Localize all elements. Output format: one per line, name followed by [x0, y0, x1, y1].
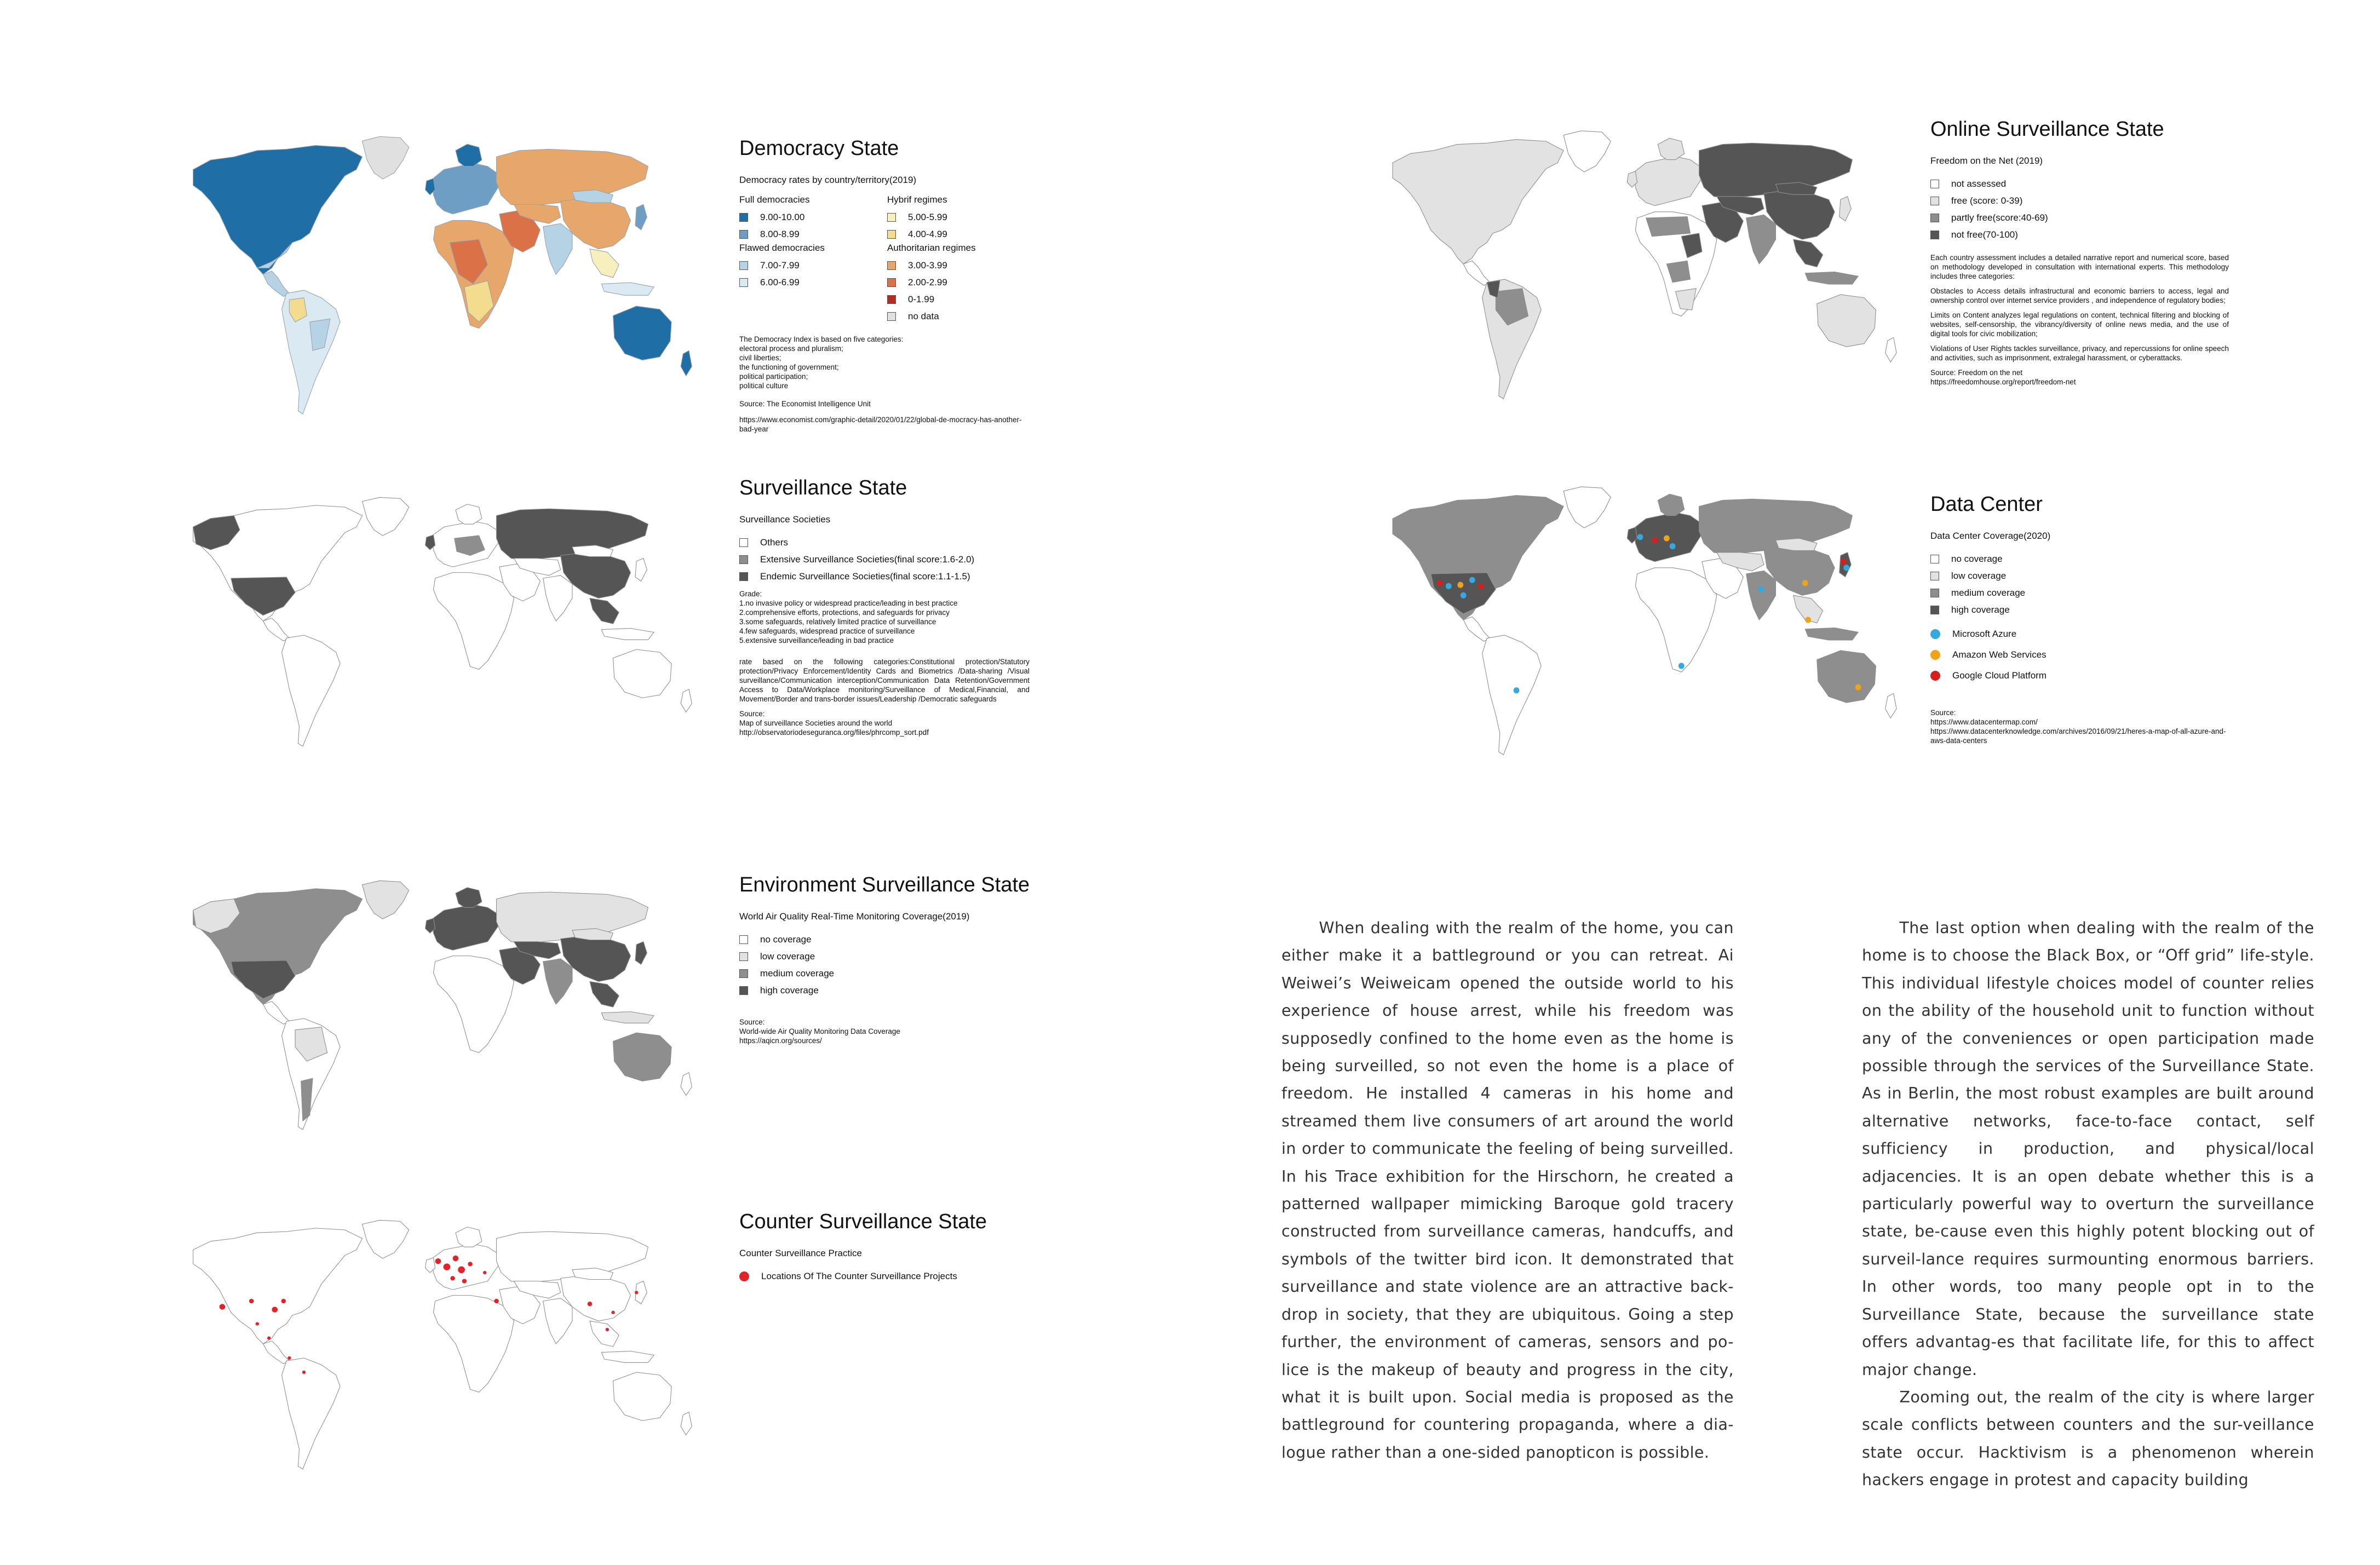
legend-item: not free(70-100) — [1951, 229, 2018, 240]
essay-paragraph: When dealing with the realm of the home, you can either make it a battleground or you can retreat. Ai Weiwei’s Weiweicam opened the outside world to his experience of house arrest, while his freedom was supposedly confined to the home even as the home is being surveilled, so not even the home is a place of freedom. He installed 4 cameras in his home and streamed them live consumers of art around the world in order to communicate the feeling of being surveilled. In his Trace exhibition for the Hirschorn, he created a patterned wallpaper mimicking Baroque gold tracery constructed from surveillance cameras, handcuffs, and symbols of the twitter bird icon. It demonstrated that surveillance and state violence are an attractive back-drop in society, that they are ubiquitous. Going a step further, the environment of cameras, sensors and po-lice is the makeup of beauty and progress in the city, what it is built upon. Social media is proposed as the battleground for countering propaganda, where a dia-logue rather than a one-sided panopticon is possible. — [1281, 919, 1734, 1462]
swatch-no-coverage — [739, 935, 748, 944]
online-legend — [1930, 118, 2229, 387]
swatch-high — [739, 986, 748, 995]
source-label: Source: — [739, 710, 765, 718]
note-item: political culture — [739, 382, 789, 390]
online-note: Violations of User Rights tackles surveillance, privacy, and repercussions for online speech and activities, such as imprisonment, extralegal harassment, or cyberattacks. — [1930, 344, 2229, 362]
datacenter-url[interactable]: https://www.datacenterknowledge.com/archives/2016/09/21/heres-a-map-of-all-azure-and-aws-data-centers — [1930, 727, 2226, 745]
rate-text: rate based on the following categories:Constitutional protection/Statutory protection/Privacy Enforcement/Identity Cards and Biometrics /Data-sharing /Visual surveillance/Communication interception/Communication Data Retention/Government Access to Data/Workplace monitoring/Surveillance of Medical,Financial, and Movement/Border and trans-border issues/Leadership /Democratic safeguards — [739, 658, 1030, 703]
authoritarian-label: Authoritarian regimes — [887, 243, 976, 253]
full-democracies-label: Full democracies — [739, 194, 810, 205]
note-item: political participation; — [739, 372, 808, 381]
legend-item: Extensive Surveillance Societies(final score:1.6-2.0) — [760, 554, 975, 565]
online-url[interactable]: https://freedomhouse.org/report/freedom-net — [1930, 378, 2076, 386]
swatch-no-coverage — [1930, 555, 1939, 563]
datacenter-legend — [1930, 493, 2229, 745]
swatch-nodata — [887, 312, 896, 321]
legend-item: high coverage — [760, 985, 819, 996]
counter-subtitle: Counter Surveillance Practice — [739, 1248, 862, 1258]
hybrid-regimes-label: Hybrif regimes — [887, 194, 947, 205]
legend-item: 9.00-10.00 — [760, 211, 805, 222]
provider-label: Amazon Web Services — [1952, 649, 2046, 660]
surveillance-subtitle: Surveillance Societies — [739, 514, 831, 525]
surveillance-map — [170, 493, 706, 778]
swatch-not-assessed — [1930, 180, 1939, 188]
swatch-extensive — [739, 555, 748, 564]
democracy-note — [739, 335, 1046, 434]
surveillance-notes — [739, 589, 1030, 737]
grade-item: 3.some safeguards, relatively limited practice of surveillance — [739, 618, 936, 626]
legend-item: Endemic Surveillance Societies(final score:1.1-1.5) — [760, 571, 970, 582]
essay-paragraph: Zooming out, the realm of the city is where larger scale conflicts between counters and the sur-veillance state occur. Hacktivism is a phenomenon wherein hackers engage in protest and capacity building — [1862, 1388, 2314, 1489]
swatch-endemic — [739, 572, 748, 581]
legend-item: medium coverage — [1951, 587, 2026, 598]
legend-item: medium coverage — [760, 968, 835, 979]
surveillance-url[interactable]: http://observatoriodeseguranca.org/files/phrcomp_sort.pdf — [739, 728, 929, 737]
democracy-url[interactable]: https://www.economist.com/graphic-detail/2020/01/22/global-de-mocracy-has-another-bad-year — [739, 416, 1022, 433]
grade-item: 1.no invasive policy or widespread practice/leading in best practice — [739, 599, 958, 607]
democracy-title: Democracy State — [739, 137, 899, 160]
environment-title: Environment Surveillance State — [739, 873, 1030, 896]
democracy-map — [170, 131, 706, 449]
datacenter-map — [1369, 482, 1911, 789]
swatch-medium — [1930, 589, 1939, 597]
legend-item: 8.00-8.99 — [760, 228, 800, 239]
legend-item: Locations Of The Counter Surveillance Projects — [761, 1270, 957, 1281]
grade-label: Grade: — [739, 590, 762, 598]
surveillance-legend — [739, 476, 1030, 737]
legend-item: low coverage — [760, 951, 815, 962]
provider-label: Google Cloud Platform — [1952, 670, 2046, 681]
environment-map — [170, 876, 706, 1161]
legend-item: low coverage — [1951, 570, 2007, 581]
environment-subtitle: World Air Quality Real-Time Monitoring Coverage(2019) — [739, 911, 970, 922]
swatch-flawed-1 — [739, 261, 748, 270]
swatch-hybrid-1 — [887, 213, 896, 222]
online-surveillance-map — [1369, 126, 1911, 433]
counter-map — [170, 1216, 706, 1500]
swatch-others — [739, 538, 748, 547]
counter-legend — [739, 1210, 1046, 1285]
essay-column-2 — [1862, 914, 2314, 1494]
surveillance-source: Map of surveillance Societies around the world — [739, 719, 893, 727]
legend-item: 7.00-7.99 — [760, 260, 800, 271]
note-intro: The Democracy Index is based on five categories: — [739, 335, 904, 343]
source-label: Source: — [1930, 709, 1956, 717]
democracy-subtitle: Democracy rates by country/territory(2019) — [739, 175, 917, 185]
swatch-hybrid-2 — [887, 230, 896, 239]
essay-paragraph: The last option when dealing with the realm of the home is to choose the Black Box, or “Off grid” life-style. This individual lifestyle choices model of counter relies on the ability of the household unit to function without any of the conveniences or open participation made possible through the services of the Surveillance State. As in Berlin, the most robust examples are built around alternative networks, face-to-face contact, self sufficiency in production, and physical/local adjacencies. It is an open debate whether this is a particularly powerful way to overturn the surveillance state, be-cause even this highly potent blocking out of surveil-lance requires surmounting enormous barriers. In other words, too many people opt in to the Surveillance State, because the surveillance state offers advantag-es that facilitate life, for this to affect major change. — [1862, 919, 2314, 1379]
grade-item: 4.few safeguards, widespread practice of surveillance — [739, 627, 915, 635]
swatch-low — [1930, 572, 1939, 580]
online-note: Each country assessment includes a detailed narrative report and numerical score, based on methodology developed in consultation with international experts. This methodology includes three categories: — [1930, 254, 2229, 280]
swatch-not-free — [1930, 231, 1939, 239]
environment-source: World-wide Air Quality Monitoring Data Coverage — [739, 1027, 900, 1035]
essay-column-1 — [1281, 914, 1734, 1466]
source-label: Source: — [739, 1018, 765, 1026]
datacenter-url[interactable]: https://www.datacentermap.com/ — [1930, 718, 2038, 726]
counter-title: Counter Surveillance State — [739, 1210, 987, 1233]
legend-item: 2.00-2.99 — [908, 277, 947, 287]
grade-item: 2.comprehensive efforts, protections, and safeguards for privacy — [739, 608, 950, 617]
note-item: civil liberties; — [739, 354, 781, 362]
legend-item: 3.00-3.99 — [908, 260, 947, 271]
datacenter-subtitle: Data Center Coverage(2020) — [1930, 531, 2051, 541]
swatch-auth-2 — [887, 278, 896, 287]
swatch-medium — [739, 969, 748, 978]
note-item: electoral process and pluralism; — [739, 344, 843, 353]
online-notes — [1930, 253, 2229, 387]
democracy-source: Source: The Economist Intelligence Unit — [739, 400, 871, 408]
legend-item: high coverage — [1951, 604, 2010, 615]
legend-item: no data — [908, 310, 939, 321]
online-subtitle: Freedom on the Net (2019) — [1930, 156, 2043, 166]
legend-item: no coverage — [760, 934, 812, 945]
legend-item: not assessed — [1951, 178, 2007, 189]
legend-item: Others — [760, 537, 789, 548]
flawed-democracies-label: Flawed democracies — [739, 243, 825, 253]
grade-item: 5.extensive surveillance/leading in bad practice — [739, 636, 894, 645]
swatch-high — [1930, 606, 1939, 614]
project-location-dot-icon — [739, 1271, 749, 1281]
environment-sources — [739, 1017, 1046, 1045]
legend-item: 4.00-4.99 — [908, 228, 947, 239]
swatch-free — [1930, 197, 1939, 205]
swatch-partly-free — [1930, 214, 1939, 222]
online-note: Obstacles to Access details infrastructural and economic barriers to access, legal and ownership control over internet service providers , and independence of regulatory bodies; — [1930, 287, 2229, 304]
azure-dot-icon — [1930, 629, 1940, 639]
legend-item: 6.00-6.99 — [760, 277, 800, 287]
online-note: Limits on Content analyzes legal regulations on content, technical filtering and blocking of websites, self-censorship, the vibrancy/diversity of online news media, and the use of digital tools for civic mobilization; — [1930, 311, 2229, 338]
swatch-full-2 — [739, 230, 748, 239]
legend-item: 0-1.99 — [908, 294, 935, 304]
legend-item: free (score: 0-39) — [1951, 195, 2023, 206]
gcp-dot-icon — [1930, 671, 1940, 681]
swatch-auth-1 — [887, 261, 896, 270]
environment-url[interactable]: https://aqicn.org/sources/ — [739, 1037, 822, 1045]
swatch-flawed-2 — [739, 278, 748, 287]
datacenter-sources — [1930, 708, 2229, 745]
swatch-auth-3 — [887, 295, 896, 304]
swatch-full-1 — [739, 213, 748, 222]
legend-item: 5.00-5.99 — [908, 211, 947, 222]
surveillance-title: Surveillance State — [739, 476, 907, 499]
environment-legend — [739, 873, 1046, 1045]
online-source: Source: Freedom on the net — [1930, 369, 2023, 377]
legend-item: no coverage — [1951, 553, 2003, 564]
note-item: the functioning of government; — [739, 363, 839, 371]
legend-item: partly free(score:40-69) — [1951, 212, 2048, 223]
provider-label: Microsoft Azure — [1952, 629, 2017, 639]
swatch-low — [739, 952, 748, 961]
aws-dot-icon — [1930, 650, 1940, 660]
online-title: Online Surveillance State — [1930, 118, 2164, 141]
datacenter-title: Data Center — [1930, 493, 2043, 516]
democracy-legend — [739, 137, 1046, 434]
